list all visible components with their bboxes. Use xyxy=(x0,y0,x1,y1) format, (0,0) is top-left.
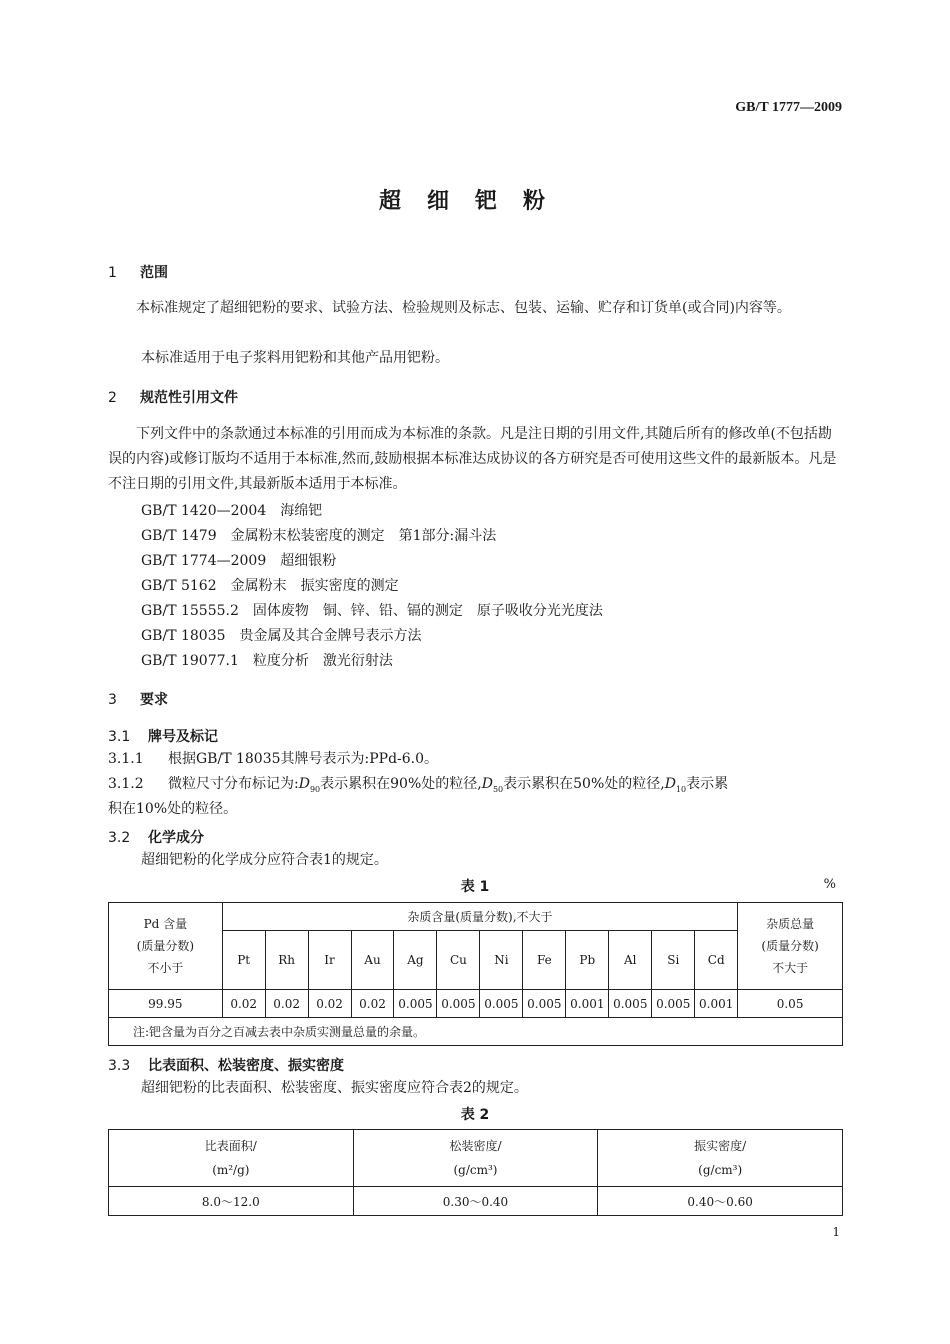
section-title: 要求 xyxy=(140,692,168,708)
reference-item: GB/T 5162 金属粉末 振实密度的测定 xyxy=(141,578,399,594)
subscript: 10 xyxy=(675,784,687,794)
apparent-density-value: 0.30～0.40 xyxy=(353,1187,598,1216)
specific-surface-area-header xyxy=(109,1130,354,1187)
table-1-unit: % xyxy=(823,877,836,892)
element-value-cell: 0.005 xyxy=(609,990,652,1018)
section-3-heading xyxy=(108,689,168,709)
tap-density-header xyxy=(598,1130,843,1187)
pd-value-cell: 99.95 xyxy=(109,990,223,1018)
header-line: 松装密度/ xyxy=(449,1139,502,1153)
element-value-cell: 0.02 xyxy=(222,990,265,1018)
header-line: (g/cm³) xyxy=(453,1163,498,1177)
subscript: 90 xyxy=(309,784,321,794)
element-value-cell: 0.005 xyxy=(480,990,523,1018)
subscript: 50 xyxy=(492,784,504,794)
section-number: 1 xyxy=(108,265,117,281)
element-value-cell: 0.005 xyxy=(523,990,566,1018)
reference-item: GB/T 18035 贵金属及其合金牌号表示方法 xyxy=(141,628,422,644)
section-number: 3.2 xyxy=(108,830,131,846)
table-1-caption: 表 1 xyxy=(460,879,490,895)
section-number: 3.1 xyxy=(108,729,131,745)
section-title: 比表面积、松装密度、振实密度 xyxy=(148,1058,344,1074)
element-value-cell: 0.001 xyxy=(566,990,609,1018)
section-3-2-text: 超细钯粉的化学成分应符合表1的规定。 xyxy=(141,852,388,868)
element-header: Cd xyxy=(695,931,738,990)
total-value-cell: 0.05 xyxy=(738,990,843,1018)
element-header: Si xyxy=(652,931,695,990)
section-1-paragraph-2: 本标准适用于电子浆料用钯粉和其他产品用钯粉。 xyxy=(141,350,449,366)
header-line: (质量分数) xyxy=(136,939,195,953)
element-header: Ni xyxy=(480,931,523,990)
element-header: Fe xyxy=(523,931,566,990)
section-1-heading xyxy=(108,262,168,282)
reference-item: GB/T 1479 金属粉末松装密度的测定 第1部分:漏斗法 xyxy=(141,528,497,544)
header-line: 振实密度/ xyxy=(694,1139,747,1153)
tap-density-value: 0.40～0.60 xyxy=(598,1187,843,1216)
reference-item: GB/T 1420—2004 海绵钯 xyxy=(141,503,323,519)
symbol-d: D xyxy=(664,776,676,792)
table-1-note: 注:钯含量为百分之百减去表中杂质实测量总量的余量。 xyxy=(109,1018,843,1046)
clause-number: 3.1.1 xyxy=(108,751,144,767)
clause-text: 根据GB/T 18035其牌号表示为:PPd-6.0。 xyxy=(168,751,439,767)
reference-item: GB/T 1774—2009 超细银粉 xyxy=(141,553,337,569)
table-1 xyxy=(108,902,843,1046)
section-number: 3 xyxy=(108,692,117,708)
section-1-paragraph-1: 本标准规定了超细钯粉的要求、试验方法、检验规则及标志、包装、运输、贮存和订货单(或合同)内容等。 xyxy=(136,300,791,316)
clause-text: 表示累积在50%处的粒径, xyxy=(503,776,665,792)
total-impurity-header xyxy=(738,903,843,990)
element-header: Rh xyxy=(265,931,308,990)
pd-content-header xyxy=(109,903,223,990)
section-number: 3.3 xyxy=(108,1058,131,1074)
standard-number: GB/T 1777—2009 xyxy=(735,100,842,115)
header-line: 比表面积/ xyxy=(204,1139,257,1153)
section-title: 化学成分 xyxy=(148,830,204,846)
section-title: 范围 xyxy=(140,265,168,281)
reference-item: GB/T 19077.1 粒度分析 激光衍射法 xyxy=(141,653,393,669)
element-value-cell: 0.02 xyxy=(265,990,308,1018)
element-value-cell: 0.02 xyxy=(351,990,394,1018)
header-line: 杂质总量 xyxy=(766,917,815,931)
element-header: Ag xyxy=(394,931,437,990)
section-title: 规范性引用文件 xyxy=(140,390,238,406)
section-2-paragraph: 下列文件中的条款通过本标准的引用而成为本标准的条款。凡是注日期的引用文件,其随后所有的修改单(不包括勘误的内容)或修订版均不适用于本标准,然而,鼓励根据本标准达成协议的各方研究是否可使用这些文件的最新版本。凡是不注日期的引用文件,其最新版本适用于本标准。 xyxy=(108,426,837,492)
header-line: (质量分数) xyxy=(761,939,819,953)
clause-text: 表示累 xyxy=(686,776,729,792)
clause-number: 3.1.2 xyxy=(108,776,144,792)
clause-3-1-1 xyxy=(108,747,438,772)
section-title: 牌号及标记 xyxy=(148,729,218,745)
header-line: 不小于 xyxy=(147,961,184,975)
header-line: 不大于 xyxy=(772,961,809,975)
element-header: Cu xyxy=(437,931,480,990)
impurity-header: 杂质含量(质量分数),不大于 xyxy=(222,903,738,931)
page-number: 1 xyxy=(832,1225,840,1239)
element-header: Ir xyxy=(308,931,351,990)
element-value-cell: 0.02 xyxy=(308,990,351,1018)
clause-text: 表示累积在90%处的粒径, xyxy=(320,776,482,792)
clause-text: 微粒尺寸分布标记为: xyxy=(168,776,299,792)
section-3-2-heading xyxy=(108,827,204,847)
clause-3-1-2-continued: 积在10%处的粒径。 xyxy=(108,801,238,817)
reference-item: GB/T 15555.2 固体废物 铜、锌、铅、镉的测定 原子吸收分光光度法 xyxy=(141,603,603,619)
symbol-d: D xyxy=(298,776,310,792)
element-value-cell: 0.005 xyxy=(652,990,695,1018)
table-2 xyxy=(108,1129,843,1216)
apparent-density-header xyxy=(353,1130,598,1187)
section-number: 2 xyxy=(108,390,117,406)
element-header: Al xyxy=(609,931,652,990)
section-3-3-text: 超细钯粉的比表面积、松装密度、振实密度应符合表2的规定。 xyxy=(141,1080,528,1096)
section-3-3-heading xyxy=(108,1055,344,1075)
element-value-cell: 0.005 xyxy=(394,990,437,1018)
element-value-cell: 0.001 xyxy=(695,990,738,1018)
section-2-heading xyxy=(108,387,238,407)
header-line: (m²/g) xyxy=(212,1163,250,1177)
symbol-d: D xyxy=(481,776,493,792)
header-line: Pd 含量 xyxy=(143,917,188,931)
element-header: Pb xyxy=(566,931,609,990)
document-title: 超细钯粉 xyxy=(378,189,571,214)
section-3-1-heading xyxy=(108,726,218,746)
specific-surface-area-value: 8.0～12.0 xyxy=(109,1187,354,1216)
element-header: Pt xyxy=(222,931,265,990)
element-header: Au xyxy=(351,931,394,990)
header-line: (g/cm³) xyxy=(698,1163,743,1177)
table-2-caption: 表 2 xyxy=(460,1107,490,1123)
element-value-cell: 0.005 xyxy=(437,990,480,1018)
